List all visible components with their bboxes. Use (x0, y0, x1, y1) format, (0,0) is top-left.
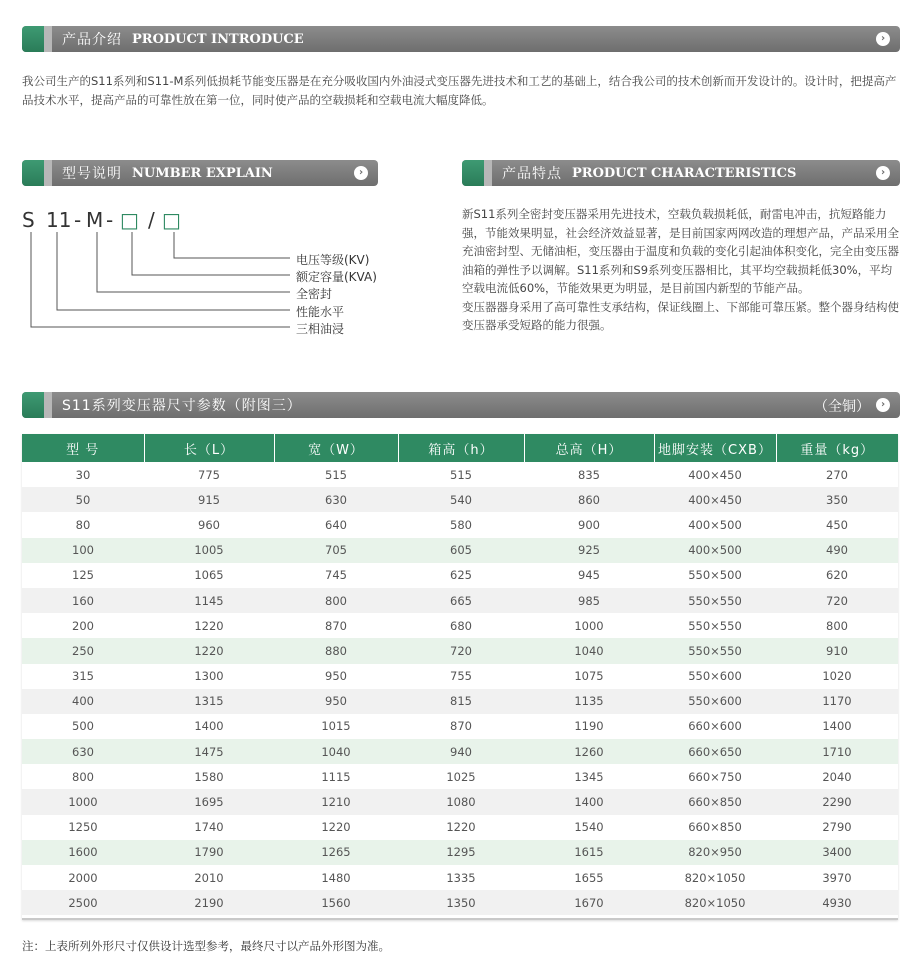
material-note: （全铜） (814, 399, 870, 415)
table-cell: 580 (398, 512, 524, 537)
table-cell: 630 (22, 739, 144, 764)
table-cell: 250 (22, 638, 144, 663)
table-cell: 950 (274, 689, 398, 714)
model-code-box: □ (162, 208, 181, 232)
model-code-box: □ (120, 208, 139, 232)
product-features (462, 205, 902, 335)
table-cell: 1220 (274, 815, 398, 840)
table-cell: 550×550 (654, 613, 776, 638)
table-cell: 1400 (144, 714, 274, 739)
table-cell: 80 (22, 512, 144, 537)
table-cell: 1335 (398, 865, 524, 890)
table-row (22, 664, 898, 689)
table-cell: 1145 (144, 588, 274, 613)
table-cell: 870 (274, 613, 398, 638)
table-cell: 630 (274, 487, 398, 512)
arrow-right-icon[interactable]: › (876, 398, 890, 412)
table-header-cell: 重量（kg） (776, 434, 898, 462)
table-cell: 400 (22, 689, 144, 714)
model-code-11: 11 (46, 208, 72, 232)
table-cell: 640 (274, 512, 398, 537)
table-cell: 915 (144, 487, 274, 512)
table-cell: 870 (398, 714, 524, 739)
table-cell: 1480 (274, 865, 398, 890)
model-code-slash: / (148, 208, 155, 232)
table-cell: 100 (22, 538, 144, 563)
table-cell: 3970 (776, 865, 898, 890)
table-cell: 1580 (144, 764, 274, 789)
model-legend-sealed: 全密封 (296, 287, 333, 301)
table-row (22, 563, 898, 588)
table-cell: 705 (274, 538, 398, 563)
table-header-cell: 型 号 (22, 434, 144, 462)
table-header-cell: 长（L） (144, 434, 274, 462)
table-cell: 200 (22, 613, 144, 638)
section-title-cn: 型号说明 (62, 166, 122, 182)
table-cell: 1040 (524, 638, 654, 663)
footnote: 注：上表所列外形尺寸仅供设计选型参考，最终尺寸以产品外形图为准。 (22, 939, 390, 953)
model-legend-voltage: 电压等级(KV) (296, 253, 370, 267)
model-code-s: S (22, 208, 35, 232)
table-row (22, 638, 898, 663)
section-accent-tab (22, 26, 44, 52)
table-cell: 1040 (274, 739, 398, 764)
section-title-en: PRODUCT INTRODUCE (132, 31, 304, 47)
table-cell: 2500 (22, 890, 144, 915)
table-cell: 550×600 (654, 664, 776, 689)
table-cell: 2190 (144, 890, 274, 915)
section-accent-tab (22, 160, 44, 186)
table-cell: 1115 (274, 764, 398, 789)
table-cell: 3400 (776, 840, 898, 865)
table-row (22, 890, 898, 915)
table-cell: 620 (776, 563, 898, 588)
table-row (22, 815, 898, 840)
arrow-right-icon[interactable]: › (876, 32, 890, 46)
intro-paragraph: 我公司生产的S11系列和S11-M系列低损耗节能变压器是在充分吸收国内外油浸式变压器先进技术和工艺的基础上，结合我公司的技术创新而开发设计的。设计时，把提高产品技术水平，提高产品的可靠性放在第一位，同时使产品的空载损耗和空载电流大幅度降低。 (22, 74, 897, 107)
table-cell: 2040 (776, 764, 898, 789)
table-row (22, 538, 898, 563)
table-cell: 1600 (22, 840, 144, 865)
table-cell: 1000 (524, 613, 654, 638)
table-cell: 1670 (524, 890, 654, 915)
table-cell: 1080 (398, 789, 524, 814)
table-cell: 1540 (524, 815, 654, 840)
table-cell: 625 (398, 563, 524, 588)
table-cell: 1400 (524, 789, 654, 814)
table-cell: 270 (776, 462, 898, 487)
table-cell: 1065 (144, 563, 274, 588)
table-cell: 550×600 (654, 689, 776, 714)
table-cell: 860 (524, 487, 654, 512)
table-cell: 515 (274, 462, 398, 487)
table-cell: 910 (776, 638, 898, 663)
table-cell: 960 (144, 512, 274, 537)
arrow-right-icon[interactable]: › (354, 166, 368, 180)
table-cell: 775 (144, 462, 274, 487)
table-cell: 125 (22, 563, 144, 588)
section-header-product-introduce (22, 26, 900, 52)
section-title-en: NUMBER EXPLAIN (132, 165, 273, 181)
table-cell: 1220 (144, 638, 274, 663)
table-cell: 680 (398, 613, 524, 638)
model-legend-performance: 性能水平 (296, 305, 345, 319)
table-cell: 720 (776, 588, 898, 613)
table-cell: 1655 (524, 865, 654, 890)
section-title-cn: 产品介绍 (62, 32, 122, 48)
table-cell: 660×850 (654, 815, 776, 840)
table-cell: 1295 (398, 840, 524, 865)
table-cell: 2790 (776, 815, 898, 840)
table-row (22, 613, 898, 638)
table-cell: 985 (524, 588, 654, 613)
section-header-number-explain (22, 160, 378, 186)
model-code-m: M (86, 208, 104, 232)
table-cell: 1075 (524, 664, 654, 689)
table-cell: 660×650 (654, 739, 776, 764)
table-cell: 1300 (144, 664, 274, 689)
table-cell: 800 (22, 764, 144, 789)
table-cell: 1250 (22, 815, 144, 840)
table-cell: 835 (524, 462, 654, 487)
table-cell: 1740 (144, 815, 274, 840)
table-cell: 1695 (144, 789, 274, 814)
table-row (22, 689, 898, 714)
table-cell: 1000 (22, 789, 144, 814)
size-table (22, 434, 898, 915)
table-cell: 315 (22, 664, 144, 689)
table-cell: 660×750 (654, 764, 776, 789)
table-header-cell: 箱高（h） (398, 434, 524, 462)
section-header-size-table (22, 392, 900, 418)
section-title-cn: S11系列变压器尺寸参数（附图三） (62, 398, 302, 414)
table-row (22, 789, 898, 814)
section-title-en: PRODUCT CHARACTERISTICS (572, 165, 797, 181)
table-cell: 880 (274, 638, 398, 663)
table-cell: 1020 (776, 664, 898, 689)
table-cell: 925 (524, 538, 654, 563)
table-cell: 800 (274, 588, 398, 613)
feature-paragraph: 变压器器身采用了高可靠性支承结构，保证线圈上、下部能可靠压紧。整个器身结构使变压器承受短路的能力很强。 (462, 299, 899, 332)
table-cell: 800 (776, 613, 898, 638)
section-title-cn: 产品特点 (502, 166, 562, 182)
table-cell: 350 (776, 487, 898, 512)
table-row (22, 512, 898, 537)
table-cell: 1260 (524, 739, 654, 764)
table-cell: 1190 (524, 714, 654, 739)
table-cell: 1170 (776, 689, 898, 714)
table-cell: 945 (524, 563, 654, 588)
table-cell: 660×600 (654, 714, 776, 739)
section-accent-tab (462, 160, 484, 186)
table-cell: 1025 (398, 764, 524, 789)
table-cell: 1135 (524, 689, 654, 714)
table-cell: 490 (776, 538, 898, 563)
table-cell: 1560 (274, 890, 398, 915)
table-cell: 665 (398, 588, 524, 613)
arrow-right-icon[interactable]: › (876, 166, 890, 180)
model-code-dash: - (106, 208, 114, 232)
table-cell: 400×450 (654, 462, 776, 487)
table-cell: 500 (22, 714, 144, 739)
table-cell: 550×550 (654, 638, 776, 663)
table-cell: 820×1050 (654, 890, 776, 915)
table-cell: 745 (274, 563, 398, 588)
table-cell: 720 (398, 638, 524, 663)
table-cell: 4930 (776, 890, 898, 915)
table-cell: 900 (524, 512, 654, 537)
table-row (22, 865, 898, 890)
table-cell: 1210 (274, 789, 398, 814)
table-cell: 1350 (398, 890, 524, 915)
table-cell: 1400 (776, 714, 898, 739)
table-cell: 50 (22, 487, 144, 512)
table-row (22, 588, 898, 613)
table-cell: 400×500 (654, 512, 776, 537)
table-cell: 815 (398, 689, 524, 714)
table-row (22, 487, 898, 512)
table-header-row (22, 434, 898, 462)
table-cell: 1475 (144, 739, 274, 764)
feature-paragraph: 新S11系列全密封变压器采用先进技术，空载负载损耗低，耐雷电冲击，抗短路能力强，节能效果明显，社会经济效益显著，是目前国家两网改造的理想产品，产品采用全充油密封型、无储油柜，变压器由于温度和负载的变化引起油体积变化，完全由变压器油箱的弹性予以调解。S11系列和S9系列变压器相比，其平均空载损耗低30%，平均空载电流低60%，节能效果更为明显，是目前国内新型的节能产品。 (462, 207, 899, 295)
table-cell: 755 (398, 664, 524, 689)
table-cell: 605 (398, 538, 524, 563)
table-cell: 515 (398, 462, 524, 487)
table-cell: 660×850 (654, 789, 776, 814)
table-cell: 550×500 (654, 563, 776, 588)
table-body (22, 462, 898, 915)
table-cell: 1220 (398, 815, 524, 840)
section-header-product-characteristics (462, 160, 900, 186)
table-cell: 820×950 (654, 840, 776, 865)
table-cell: 1265 (274, 840, 398, 865)
table-cell: 450 (776, 512, 898, 537)
table-cell: 1710 (776, 739, 898, 764)
table-row (22, 739, 898, 764)
table-row (22, 462, 898, 487)
table-cell: 400×450 (654, 487, 776, 512)
table-cell: 400×500 (654, 538, 776, 563)
table-cell: 1015 (274, 714, 398, 739)
table-cell: 160 (22, 588, 144, 613)
table-cell: 1220 (144, 613, 274, 638)
table-header-cell: 宽（W） (274, 434, 398, 462)
table-row (22, 840, 898, 865)
table-cell: 1615 (524, 840, 654, 865)
table-cell: 2290 (776, 789, 898, 814)
table-cell: 950 (274, 664, 398, 689)
table-row (22, 714, 898, 739)
table-cell: 30 (22, 462, 144, 487)
size-table-container (22, 434, 898, 920)
table-row (22, 764, 898, 789)
section-accent-tab (22, 392, 44, 418)
table-cell: 1315 (144, 689, 274, 714)
table-cell: 820×1050 (654, 865, 776, 890)
table-header-cell: 地脚安装（CXB） (654, 434, 776, 462)
table-cell: 550×550 (654, 588, 776, 613)
table-cell: 1790 (144, 840, 274, 865)
table-cell: 1005 (144, 538, 274, 563)
model-legend-three-phase: 三相油浸 (296, 322, 345, 336)
table-cell: 1345 (524, 764, 654, 789)
table-cell: 540 (398, 487, 524, 512)
table-cell: 2010 (144, 865, 274, 890)
model-legend-capacity: 额定容量(KVA) (296, 270, 377, 284)
table-cell: 940 (398, 739, 524, 764)
model-code-connector-lines (0, 200, 300, 340)
model-code-dash: - (74, 208, 82, 232)
table-header-cell: 总高（H） (524, 434, 654, 462)
table-cell: 2000 (22, 865, 144, 890)
